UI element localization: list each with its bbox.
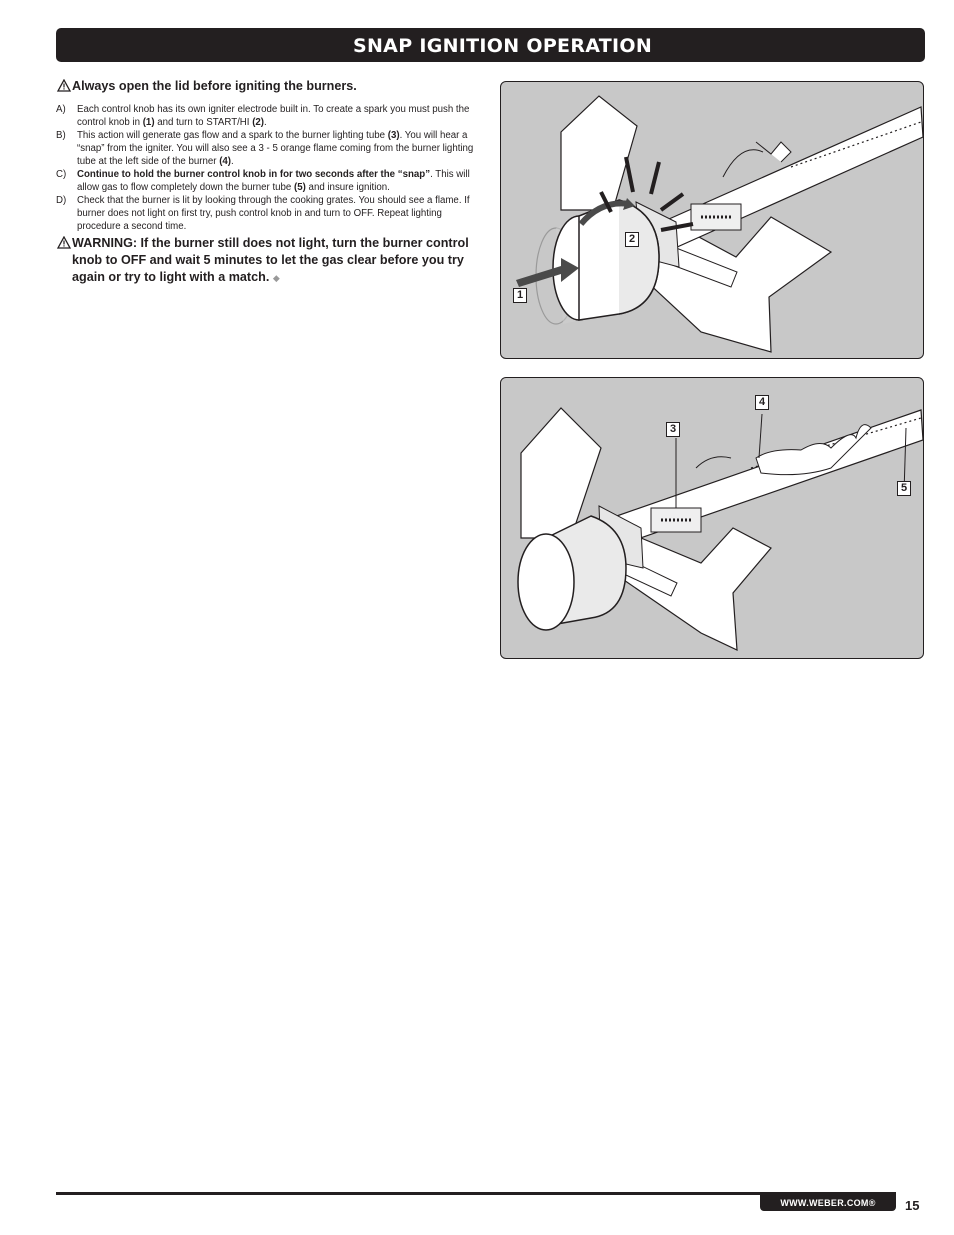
- section-title: SNAP IGNITION OPERATION: [353, 35, 653, 57]
- step-text: Each control knob has its own igniter electrode built in. To create a spark you must push the control knob in (1) and turn to START/HI (2).: [77, 104, 470, 128]
- step-text: Check that the burner is lit by looking through the cooking grates. You should see a flame. If burner does not light on first try, push control knob in and turn to OFF. Repeat lighting procedure a second time.: [77, 195, 470, 232]
- intro-warning: [56, 78, 484, 95]
- step-letter: A): [56, 104, 66, 115]
- step-a: [56, 103, 484, 129]
- instructions-column: [56, 78, 484, 287]
- step-text: This action will generate gas flow and a spark to the burner lighting tube (3). You will hear a “snap” from the igniter. You will also see a 3 - 5 orange flame coming from the burner lighting tube at the left side of the burner (4).: [77, 130, 474, 167]
- step-b: [56, 129, 484, 168]
- callout-1: 1: [513, 288, 527, 303]
- figure-burner-flame: [500, 377, 924, 659]
- burner-knob-illustration: [501, 82, 924, 359]
- callout-5: 5: [897, 481, 911, 496]
- page-number: 15: [905, 1198, 920, 1213]
- final-warning-text: WARNING: If the burner still does not light, turn the burner control knob to OFF and wait 5 minutes to let the gas clear before you try again or try to light with a match. ◆: [72, 236, 469, 284]
- end-mark: ◆: [272, 273, 280, 283]
- step-text: Continue to hold the burner control knob in for two seconds after the “snap”. This will allow gas to flow completely down the burner tube (5) and insure ignition.: [77, 169, 470, 193]
- website-badge: WWW.WEBER.COM®: [760, 1195, 896, 1211]
- callout-2: 2: [625, 232, 639, 247]
- steps-list: [56, 103, 484, 233]
- step-letter: D): [56, 195, 67, 206]
- final-warning: [56, 235, 484, 287]
- callout-4: 4: [755, 395, 769, 410]
- intro-warning-text: Always open the lid before igniting the burners.: [72, 79, 357, 93]
- step-letter: C): [56, 169, 67, 180]
- callout-3: 3: [666, 422, 680, 437]
- warning-triangle-icon: [56, 236, 72, 249]
- section-header-bar: [56, 28, 925, 62]
- step-d: [56, 194, 484, 233]
- warning-triangle-icon: [56, 79, 72, 92]
- step-letter: B): [56, 130, 66, 141]
- step-c: [56, 168, 484, 194]
- burner-flame-illustration: [501, 378, 924, 659]
- figure-push-and-turn-knob: [500, 81, 924, 359]
